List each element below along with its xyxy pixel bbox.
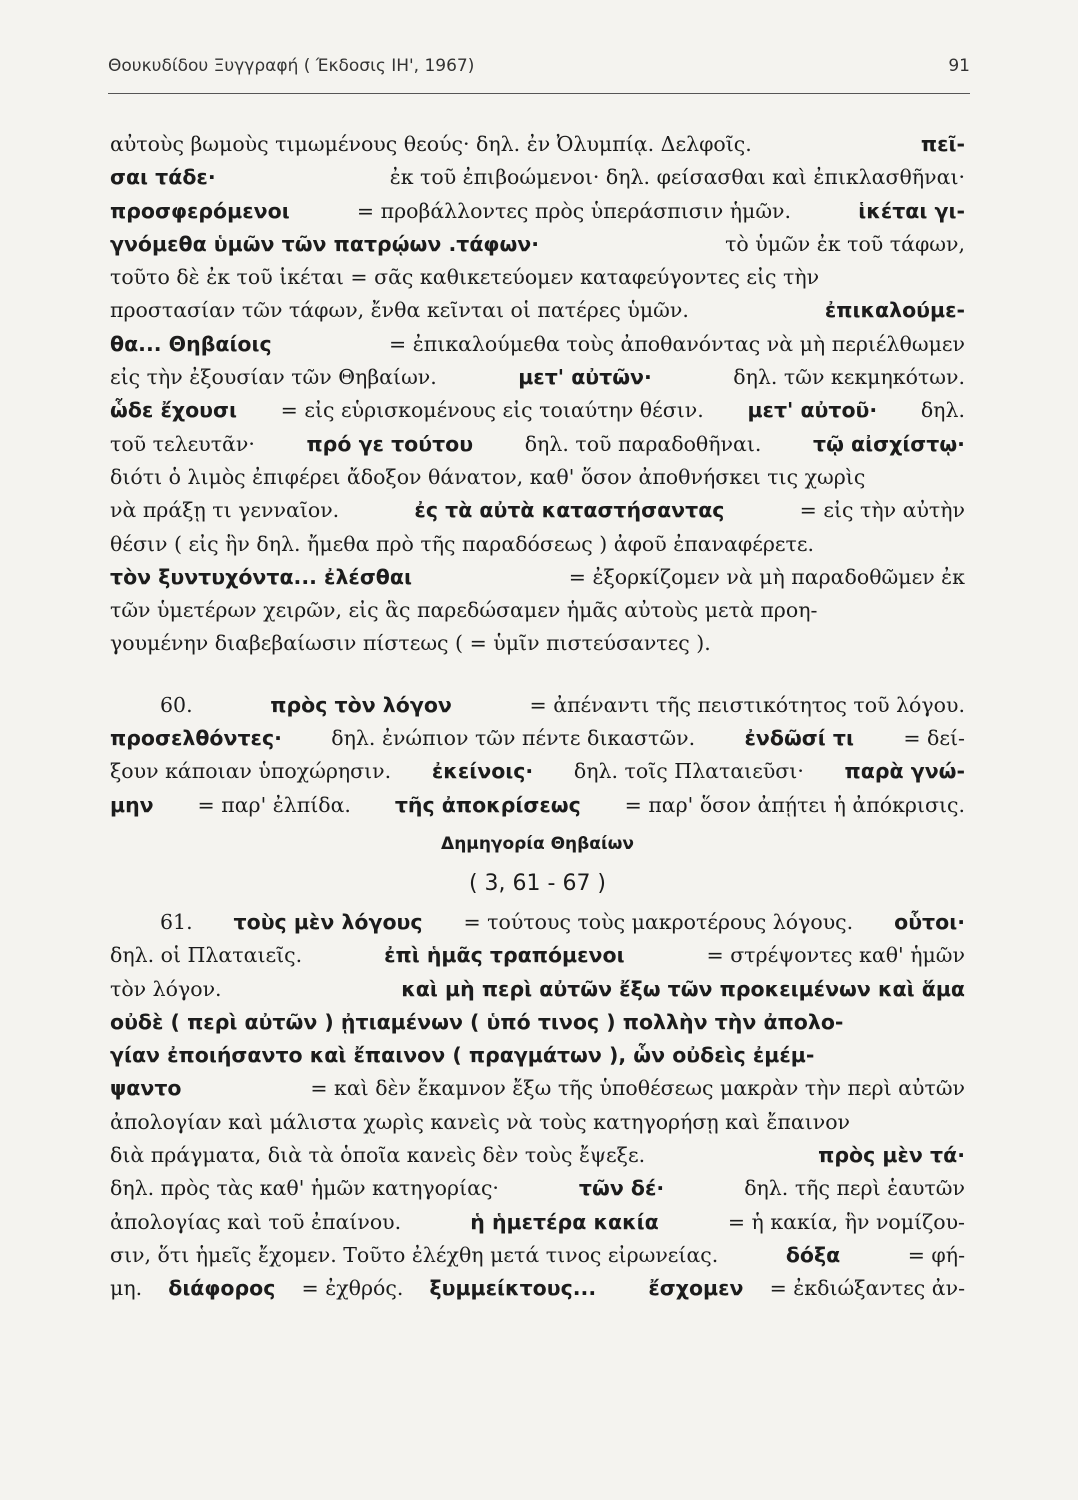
text-line xyxy=(110,1006,965,1039)
gloss-text: ἐκ τοῦ ἐπιβοώμενοι· δηλ. φείσασθαι καὶ ἐπικλασθῆναι· xyxy=(389,165,965,190)
text-line xyxy=(110,594,965,627)
paragraph-commentary-59 xyxy=(110,128,965,661)
lemma-text: ἐπικαλούμε- xyxy=(824,298,965,323)
gloss-text: = καὶ δὲν ἔκαμνον ἔξω τῆς ὑποθέσεως μακρὰν τὴν περὶ αὐτῶν xyxy=(310,1076,965,1101)
lemma-text: προσελθόντες· xyxy=(110,726,282,751)
gloss-text: = παρ' ὅσον ἀπῄτει ἡ ἀπόκρισις. xyxy=(624,792,965,817)
gloss-text: 61. xyxy=(160,909,193,934)
lemma-text: τοὺς μὲν λόγους xyxy=(233,909,423,934)
text-line xyxy=(110,328,965,361)
gloss-text: = στρέψοντες καθ' ἡμῶν xyxy=(706,943,965,968)
gloss-text: τοῦ τελευτᾶν· xyxy=(110,431,255,456)
lemma-text: πρό γε τούτου xyxy=(306,431,474,456)
gloss-text: = δεί- xyxy=(903,726,965,751)
lemma-text: καὶ μὴ περὶ αὐτῶν ἔξω τῶν προκειμένων καὶ ἅμα xyxy=(401,976,965,1001)
text-line xyxy=(110,689,965,722)
gloss-text: δηλ. xyxy=(920,398,965,423)
gloss-text: = ἐκδιώξαντες ἀν- xyxy=(769,1276,965,1301)
gloss-text: = ἐξορκίζομεν νὰ μὴ παραδοθῶμεν ἐκ xyxy=(568,564,965,589)
text-line xyxy=(110,906,965,939)
gloss-text: = εἰς εὑρισκομένους εἰς τοιαύτην θέσιν. xyxy=(280,398,704,423)
text-line xyxy=(110,1072,965,1105)
text-line xyxy=(110,1272,965,1305)
lemma-text: ἐς τὰ αὐτὰ καταστήσαντας xyxy=(414,498,725,523)
text-line xyxy=(110,128,965,161)
gloss-text: τοῦτο δὲ ἐκ τοῦ ἱκέται = σᾶς καθικετεύομεν καταφεύγοντες εἰς τὴν xyxy=(110,265,820,290)
gloss-text: δηλ. πρὸς τὰς καθ' ἡμῶν κατηγορίας· xyxy=(110,1176,499,1201)
lemma-text: τὸν ξυντυχόντα... ἐλέσθαι xyxy=(110,564,412,589)
gloss-text: δηλ. τοῖς Πλαταιεῦσι· xyxy=(573,759,804,784)
lemma-text: γνόμεθα ὑμῶν τῶν πατρῴων .τάφων· xyxy=(110,231,540,256)
text-line xyxy=(110,973,965,1006)
lemma-text: μετ' αὐτοῦ· xyxy=(747,398,878,423)
gloss-text: προστασίαν τῶν τάφων, ἔνθα κεῖνται οἱ πατέρες ὑμῶν. xyxy=(110,298,689,323)
header-title: Θουκυδίδου Ξυγγραφή ( Έκδοσις ΙΗ', 1967) xyxy=(108,56,475,76)
paragraph-commentary-61 xyxy=(110,906,965,1306)
gloss-text: = ἡ κακία, ἣν νομίζου- xyxy=(727,1209,965,1234)
gloss-text: νὰ πράξῃ τι γενναῖον. xyxy=(110,498,340,523)
text-line xyxy=(110,195,965,228)
text-line xyxy=(110,494,965,527)
running-header xyxy=(108,56,970,88)
lemma-text: πεῖ- xyxy=(920,132,965,156)
text-line xyxy=(110,461,965,494)
lemma-text: διάφορος xyxy=(168,1276,276,1301)
text-line xyxy=(110,428,965,461)
text-line xyxy=(110,361,965,394)
gloss-text: τῶν ὑμετέρων χειρῶν, εἰς ἃς παρεδώσαμεν ἡμᾶς αὐτοὺς μετὰ προη- xyxy=(110,598,818,623)
gloss-text: μη. xyxy=(110,1276,143,1301)
lemma-text: ἐπὶ ἡμᾶς τραπόμενοι xyxy=(384,943,625,968)
text-line xyxy=(110,1172,965,1205)
header-rule xyxy=(108,93,970,94)
lemma-text: παρὰ γνώ- xyxy=(844,759,965,784)
page-number: 91 xyxy=(948,56,970,76)
lemma-text: οὐδὲ ( περὶ αὐτῶν ) ᾐτιαμένων ( ὑπό τινος ) πολλὴν τὴν ἀπολο- xyxy=(110,1009,844,1034)
gloss-text: = ἀπέναντι τῆς πειστικότητος τοῦ λόγου. xyxy=(529,692,965,717)
gloss-text: δηλ. οἱ Πλαταιεῖς. xyxy=(110,943,303,968)
gloss-text: γουμένην διαβεβαίωσιν πίστεως ( = ὑμῖν πιστεύσαντες ). xyxy=(110,631,711,656)
lemma-text: τῷ αἰσχίστῳ· xyxy=(813,431,965,456)
gloss-text: δηλ. ἐνώπιον τῶν πέντε δικαστῶν. xyxy=(331,726,696,751)
gloss-text: = προβάλλοντες πρὸς ὑπεράσπισιν ἡμῶν. xyxy=(356,198,792,223)
lemma-text: οὗτοι· xyxy=(894,909,965,934)
text-line xyxy=(110,789,965,822)
section-reference: ( 3, 61 - 67 ) xyxy=(468,870,607,896)
text-line xyxy=(110,755,965,788)
lemma-text: ἐνδῶσί τι xyxy=(744,726,854,751)
lemma-text: πρὸς τὸν λόγον xyxy=(270,692,452,717)
text-line xyxy=(110,627,965,660)
lemma-text: τῆς ἀποκρίσεως xyxy=(394,792,581,817)
gloss-text: δηλ. τοῦ παραδοθῆναι. xyxy=(524,431,762,456)
text-line xyxy=(110,722,965,755)
lemma-text: τῶν δέ· xyxy=(578,1176,665,1201)
gloss-text: τὸν λόγον. xyxy=(110,976,222,1001)
gloss-text: θέσιν ( εἰς ἣν δηλ. ἤμεθα πρὸ τῆς παραδόσεως ) ἀφοῦ ἐπαναφέρετε. xyxy=(110,531,814,556)
lemma-text: μην xyxy=(110,792,154,817)
paragraph-commentary-60 xyxy=(110,689,965,822)
gloss-text: σιν, ὅτι ἡμεῖς ἔχομεν. Τοῦτο ἐλέχθη μετά τινος εἰρωνείας. xyxy=(110,1242,719,1267)
gloss-text: διότι ὁ λιμὸς ἐπιφέρει ἄδοξον θάνατον, καθ' ὅσον ἀποθνήσκει τις χωρὶς xyxy=(110,464,866,489)
gloss-text: ξουν κάποιαν ὑποχώρησιν. xyxy=(110,759,392,784)
lemma-text: σαι τάδε· xyxy=(110,165,216,190)
text-line xyxy=(110,1039,965,1072)
gloss-text: αὐτοὺς βωμοὺς τιμωμένους θεούς· δηλ. ἐν Ὀλυμπίᾳ. Δελφοῖς. xyxy=(110,132,752,156)
text-line xyxy=(110,1106,965,1139)
lemma-text: δόξα xyxy=(785,1242,841,1267)
gloss-text: δηλ. τῶν κεκμηκότων. xyxy=(733,365,965,390)
gloss-text: = εἰς τὴν αὐτὴν xyxy=(799,498,965,523)
lemma-text: ὧδε ἔχουσι xyxy=(110,398,237,423)
text-line xyxy=(110,1139,965,1172)
text-line xyxy=(110,261,965,294)
gloss-text: δηλ. τῆς περὶ ἑαυτῶν xyxy=(744,1176,965,1201)
gloss-text: = φή- xyxy=(907,1242,965,1267)
gloss-text: 60. xyxy=(160,692,193,717)
text-line xyxy=(110,228,965,261)
gloss-text: τὸ ὑμῶν ἐκ τοῦ τάφων, xyxy=(725,231,965,256)
gloss-text: = ἐχθρός. xyxy=(301,1276,404,1301)
text-line xyxy=(110,561,965,594)
gloss-text: διὰ πράγματα, διὰ τὰ ὁποῖα κανεὶς δὲν τοὺς ἔψεξε. xyxy=(110,1143,646,1168)
gloss-text: = ἐπικαλούμεθα τοὺς ἀποθανόντας νὰ μὴ περιέλθωμεν xyxy=(389,331,965,356)
lemma-text: μετ' αὐτῶν· xyxy=(518,365,652,390)
gloss-text: = παρ' ἐλπίδα. xyxy=(197,792,351,817)
lemma-text: θα... Θηβαίοις xyxy=(110,331,272,356)
text-line xyxy=(110,939,965,972)
lemma-text: ἐκείνοις· xyxy=(431,759,534,784)
text-line xyxy=(110,1206,965,1239)
lemma-text: προσφερόμενοι xyxy=(110,198,290,223)
lemma-text: ψαντο xyxy=(110,1076,182,1101)
lemma-text: ἡ ἡμετέρα κακία xyxy=(470,1209,659,1234)
lemma-text: ἔσχομεν xyxy=(648,1276,744,1301)
lemma-text: γίαν ἐποιήσαντο καὶ ἔπαινον ( πραγμάτων ), ὧν οὐδεὶς ἐμέμ- xyxy=(110,1043,815,1068)
lemma-text: πρὸς μὲν τά· xyxy=(818,1143,965,1168)
gloss-text: = τούτους τοὺς μακροτέρους λόγους. xyxy=(463,909,854,934)
gloss-text: ἀπολογίαν καὶ μάλιστα χωρὶς κανεὶς νὰ τοὺς κατηγορήσῃ καὶ ἔπαινον xyxy=(110,1109,851,1134)
page-body xyxy=(110,128,965,1306)
gloss-text: ἀπολογίας καὶ τοῦ ἐπαίνου. xyxy=(110,1209,402,1234)
text-line xyxy=(110,394,965,427)
section-heading: Δημηγορία Θηβαίων xyxy=(441,833,634,854)
text-line xyxy=(110,161,965,194)
lemma-text: ἱκέται γι- xyxy=(858,198,965,223)
text-line xyxy=(110,294,965,327)
gloss-text: εἰς τὴν ἐξουσίαν τῶν Θηβαίων. xyxy=(110,365,437,390)
text-line xyxy=(110,528,965,561)
text-line xyxy=(110,1239,965,1272)
lemma-text: ξυμμείκτους... xyxy=(429,1276,597,1301)
